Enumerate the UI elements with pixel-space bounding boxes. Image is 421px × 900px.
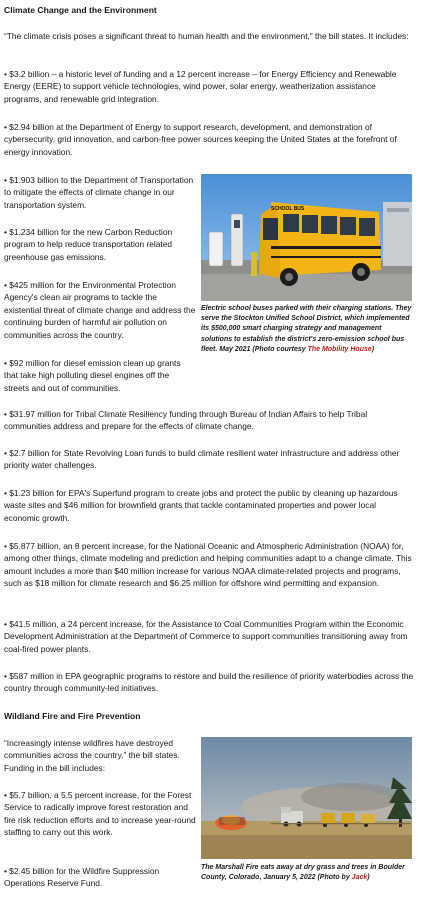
fire-illustration — [201, 737, 412, 859]
bullet-item: • $92 million for diesel emission clean up grants that take high polluting diesel engines off the streets and out of communities. — [4, 358, 181, 393]
bus-photo-caption — [201, 304, 413, 355]
electric-school-bus-photo — [201, 174, 412, 301]
fire-photo-caption — [201, 863, 413, 883]
bullet-item: • $587 million in EPA geographic programs to restore and build the resilience of priority waterbodies across the country through community-led initiatives. — [4, 671, 414, 694]
marshall-fire-photo — [201, 737, 412, 859]
bullet-item: • $2.45 billion for the Wildfire Suppression Operations Reserve Fund. — [4, 866, 160, 889]
section-heading-climate: Climate Change and the Environment — [4, 5, 157, 15]
section-intro-climate: “The climate crisis poses a significant threat to human health and the environment,” the bill states. It includes: — [4, 31, 409, 41]
bullet-item: • $5.877 billion, an 8 percent increase, for the National Oceanic and Atmospheric Administration (NOAA) for, among other things, climate modeling and prediction and helping communities adapt to a change climate. This amount includes a more than $40 million increase for various NOAA climate-related projects and programs, such as $18 million for climate research and $6.25 million for offshore wind permitting and expansion. — [4, 541, 412, 589]
bullet-item: • $41.5 million, a 24 percent increase, for the Assistance to Coal Communities Program within the Economic Development Administration at the Department of Commerce to support communities transitioning away from coal-fired power plants. — [4, 619, 408, 654]
bullet-item: • $31.97 million for Tribal Climate Resiliency funding through Bureau of Indian Affairs to help Tribal communities address and prepare for the effects of climate change. — [4, 409, 368, 432]
bullet-item: • $1.234 billion for the new Carbon Reduction program to help reduce transportation related greenhouse gas emissions. — [4, 227, 173, 262]
bullet-item: • $3.2 billion – a historic level of funding and a 12 percent increase – for Energy Efficiency and Renewable Energy (EERE) to support vehicle technologies, wind power, solar energy, weatherization assistance programs, and renewable grid integration. — [4, 69, 397, 104]
bullet-item: • $1.23 billion for EPA's Superfund program to create jobs and protect the public by cleaning up hazardous waste sites and $46 million for brownfield grants that tackle contaminated properties and power local economic growth. — [4, 488, 398, 523]
caption-text: Electric school buses parked with their charging stations. They serve the Stockton Unified School District, which implemented its $500,000 smart charging strategy and management solutions to establish the district's zero-emission school bus fleet. May 2021 (Photo courtesy — [201, 305, 412, 353]
bullet-item: • $425 million for the Environmental Protection Agency's clean air programs to tackle the existential threat of climate change and address the continuing burden of harmful air pollution on communities across the country. — [4, 280, 196, 340]
bus-sign-text: SCHOOL BUS — [271, 206, 305, 212]
section-heading-wildfire: Wildland Fire and Fire Prevention — [4, 711, 141, 721]
section-intro-wildfire: “Increasingly intense wildfires have destroyed communities across the country,” the bill states. Funding in the bill includes: — [4, 738, 180, 773]
caption-end: ) — [367, 874, 370, 882]
bullet-item: • $2.7 billion for State Revolving Loan funds to build climate resilient water infrastructure and address other priority water challenges. — [4, 448, 400, 471]
bullet-item: • $5.7 billion, a 5.5 percent increase, for the Forest Service to radically improve forest restoration and fire risk reduction efforts and to increase year-round staffing to carry out this work. — [4, 790, 196, 838]
bullet-item: • $1.903 billion to the Department of Transportation to mitigate the effects of climate change in our transportation system. — [4, 175, 194, 210]
caption-end: ) — [371, 345, 375, 353]
bus-illustration — [201, 174, 412, 301]
credit-link-jack[interactable]: Jack — [351, 874, 368, 882]
credit-link-mobility-house[interactable]: The Mobility House — [307, 345, 372, 353]
bullet-item: • $2.94 billion at the Department of Energy to support research, development, and demonstration of cybersecurity, grid innovation, and carbon-free power sources keeping the United States at the forefront of energy innovation. — [4, 122, 397, 157]
caption-text: The Marshall Fire eats away at dry grass and trees in Boulder County, Colorado, January 5, 2022 (Photo by — [201, 864, 405, 882]
